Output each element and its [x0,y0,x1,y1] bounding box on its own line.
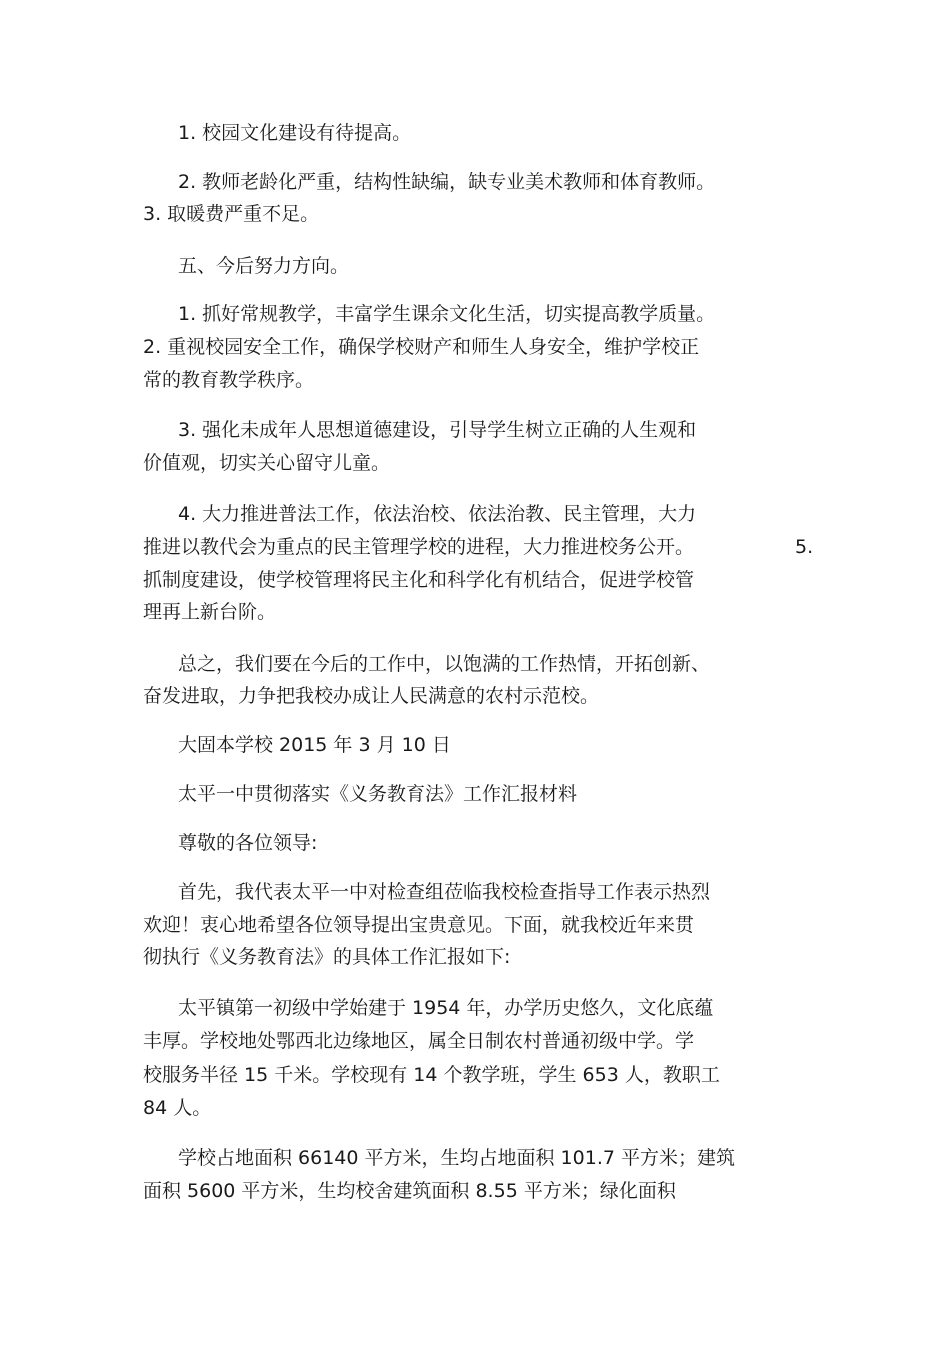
item-number: 5. [795,536,814,558]
text-line: 丰厚。学校地处鄂西北边缘地区，属全日制农村普通初级中学。学 [143,1030,695,1052]
text-line: 奋发进取，力争把我校办成让人民满意的农村示范校。 [143,685,600,707]
text-line: 1. 抓好常规教学，丰富学生课余文化生活，切实提高教学质量。 [178,303,716,325]
text-line: 4. 大力推进普法工作，依法治校、依法治教、民主管理，大力 [178,503,697,525]
text-line: 推进以教代会为重点的民主管理学校的进程，大力推进校务公开。 [143,536,695,558]
section-heading: 五、今后努力方向。 [178,255,350,277]
text-line: 欢迎！衷心地希望各位领导提出宝贵意见。下面，就我校近年来贯 [143,914,695,936]
text-line: 抓制度建设，使学校管理将民主化和科学化有机结合，促进学校管 [143,569,695,591]
text-line: 总之，我们要在今后的工作中，以饱满的工作热情，开拓创新、 [178,653,711,675]
text-line: 价值观，切实关心留守儿童。 [143,452,391,474]
text-line: 理再上新台阶。 [143,601,277,623]
salutation: 尊敬的各位领导: [178,832,318,854]
text-line: 2. 教师老龄化严重，结构性缺编，缺专业美术教师和体育教师。 [178,171,716,193]
text-line: 太平镇第一初级中学始建于 1954 年，办学历史悠久，文化底蕴 [178,997,714,1019]
text-line: 学校占地面积 66140 平方米，生均占地面积 101.7 平方米；建筑 [178,1147,735,1169]
text-line: 1. 校园文化建设有待提高。 [178,122,412,144]
text-line: 校服务半径 15 千米。学校现有 14 个教学班，学生 653 人，教职工 [143,1064,720,1086]
text-line: 3. 强化未成年人思想道德建设，引导学生树立正确的人生观和 [178,419,697,441]
signature-line: 大固本学校 2015 年 3 月 10 日 [178,734,451,756]
text-line: 首先，我代表太平一中对检查组莅临我校检查指导工作表示热烈 [178,881,711,903]
report-title: 太平一中贯彻落实《义务教育法》工作汇报材料 [178,783,578,805]
text-line: 常的教育教学秩序。 [143,369,315,391]
text-line: 84 人。 [143,1097,212,1119]
text-line: 2. 重视校园安全工作，确保学校财产和师生人身安全，维护学校正 [143,336,700,358]
text-line: 3. 取暖费严重不足。 [143,203,320,225]
text-line: 彻执行《义务教育法》的具体工作汇报如下: [143,946,511,968]
text-line: 面积 5600 平方米，生均校舍建筑面积 8.55 平方米；绿化面积 [143,1180,676,1202]
